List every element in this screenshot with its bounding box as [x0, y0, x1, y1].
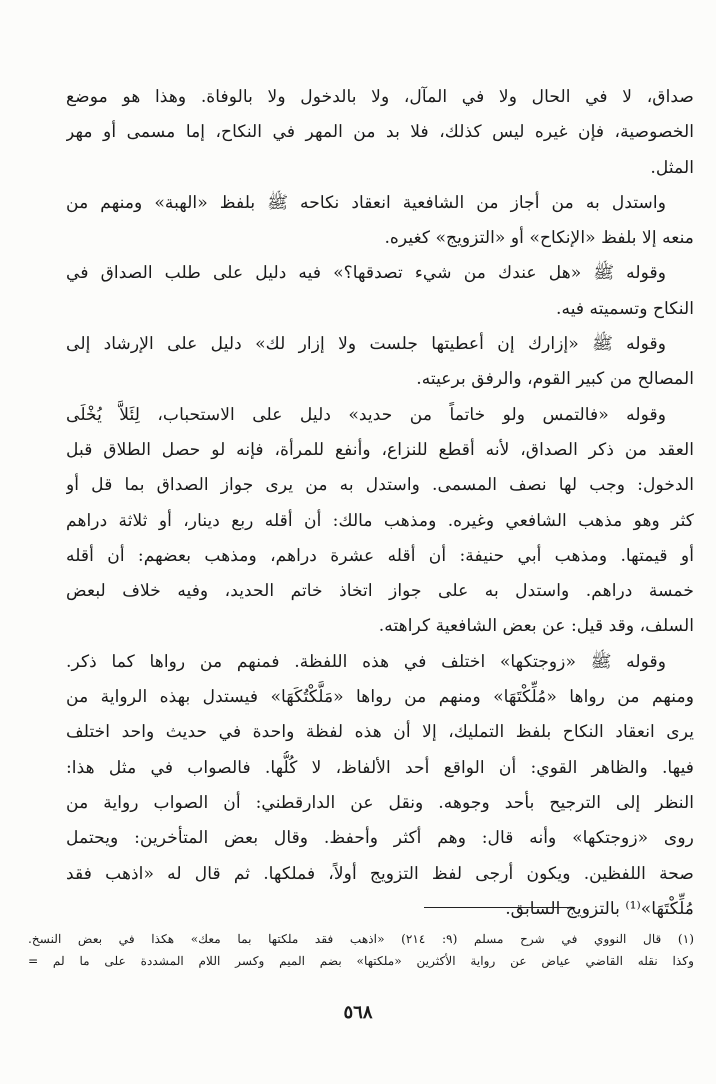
text-line: وقوله «فالتمس ولو خاتماً من حديد» دليل على الاستحباب، لِئَلاَّ يُخْلَى	[66, 404, 666, 425]
text-line: صحة اللفظين. ويكون أرجى لفظ التزويج أولاً، فملكها. ثم قال له «اذهب فقد	[66, 863, 694, 884]
footnotes	[28, 928, 694, 972]
text-line: كثر وهو مذهب الشافعي وغيره. ومذهب مالك: أن أقله ربع دينار، أو ثلاثة دراهم	[66, 510, 694, 531]
text-line: مُلِّكْتَهَا»⁽¹⁾ بالتزويج السابق.	[505, 898, 694, 919]
text-line: فيها. والظاهر القوي: أن الواقع أحد الألفاظ، لا كُلُّها. فالصواب في مثل هذا:	[66, 757, 694, 778]
text-line: يرى انعقاد النكاح بلفظ التمليك، إلا أن هذه لفظة واحدة في حديث واحد اختلف	[66, 722, 694, 743]
text-line: صداق، لا في الحال ولا في المآل، ولا بالدخول ولا بالوفاة. وهذا هو موضع	[66, 87, 694, 107]
main-text	[66, 80, 694, 927]
text-line: خمسة دراهم. واستدل به على جواز اتخاذ خاتم الحديد، وفيه خلاف لبعض	[66, 581, 694, 602]
page-number: ٥٦٨	[343, 1002, 373, 1023]
text-line: ومنهم من رواها «مُلِّكْتَهَا» ومنهم من رواها «مَلَّكْتُكَهَا» فيستدل بهذه الرواية من	[66, 687, 694, 708]
text-line: المثل.	[650, 157, 694, 178]
text-line: العقد من ذكر الصداق، لأنه أقطع للنزاع، وأنفع للمرأة، فإنه لو حصل الطلاق قبل	[66, 439, 694, 460]
text-line: وقوله ﷺ «إزارك إن أعطيتها جلست ولا إزار لك» دليل على الإرشاد إلى	[66, 334, 666, 355]
text-line: النظر إلى الترجيح بأحد وجوهه. ونقل عن الدارقطني: أن الصواب رواية من	[66, 792, 694, 813]
text-line: الخصوصية، فإن غيره ليس كذلك، فلا بد من المهر في النكاح، إما مسمى أو مهر	[66, 122, 694, 143]
footnote-line: (١) قال النووي في شرح مسلم (٩: ٢١٤) «اذهب فقد ملكتها بما معك» هكذا في بعض النسخ.	[28, 932, 694, 946]
text-line: أو قيمتها. ومذهب أبي حنيفة: أن أقله عشرة دراهم، ومذهب بعضهم: أن أقله	[66, 545, 694, 566]
text-line: السلف، وقد قيل: عن بعض الشافعية كراهته.	[378, 616, 694, 637]
text-line: واستدل به من أجاز من الشافعية انعقاد نكاحه ﷺ بلفظ «الهبة» ومنهم من	[66, 192, 666, 213]
footnote-separator	[424, 907, 570, 908]
text-line: الدخول: وجب لها نصف المسمى. واستدل به من يرى جواز الصداق بما قل أو	[66, 475, 694, 496]
text-line: وقوله ﷺ «هل عندك من شيء تصدقها؟» فيه دليل على طلب الصداق في	[66, 263, 666, 284]
text-line: منعه إلا بلفظ «الإنكاح» أو «التزويج» كغيره.	[384, 228, 694, 249]
text-line: روى «زوجتكها» وأنه قال: وهم أكثر وأحفظ. وقال بعض المتأخرين: ويحتمل	[66, 828, 694, 849]
footnote-line: وكذا نقله القاضي عياض عن رواية الأكثرين «ملكتها» بضم الميم وكسر اللام المشددة على ما لم =	[28, 954, 694, 968]
text-line: النكاح وتسميته فيه.	[556, 298, 694, 319]
text-line: المصالح من كبير القوم، والرفق برعيته.	[416, 369, 694, 390]
text-line: وقوله ﷺ «زوجتكها» اختلف في هذه اللفظة. فمنهم من رواها كما ذكر.	[66, 651, 666, 672]
